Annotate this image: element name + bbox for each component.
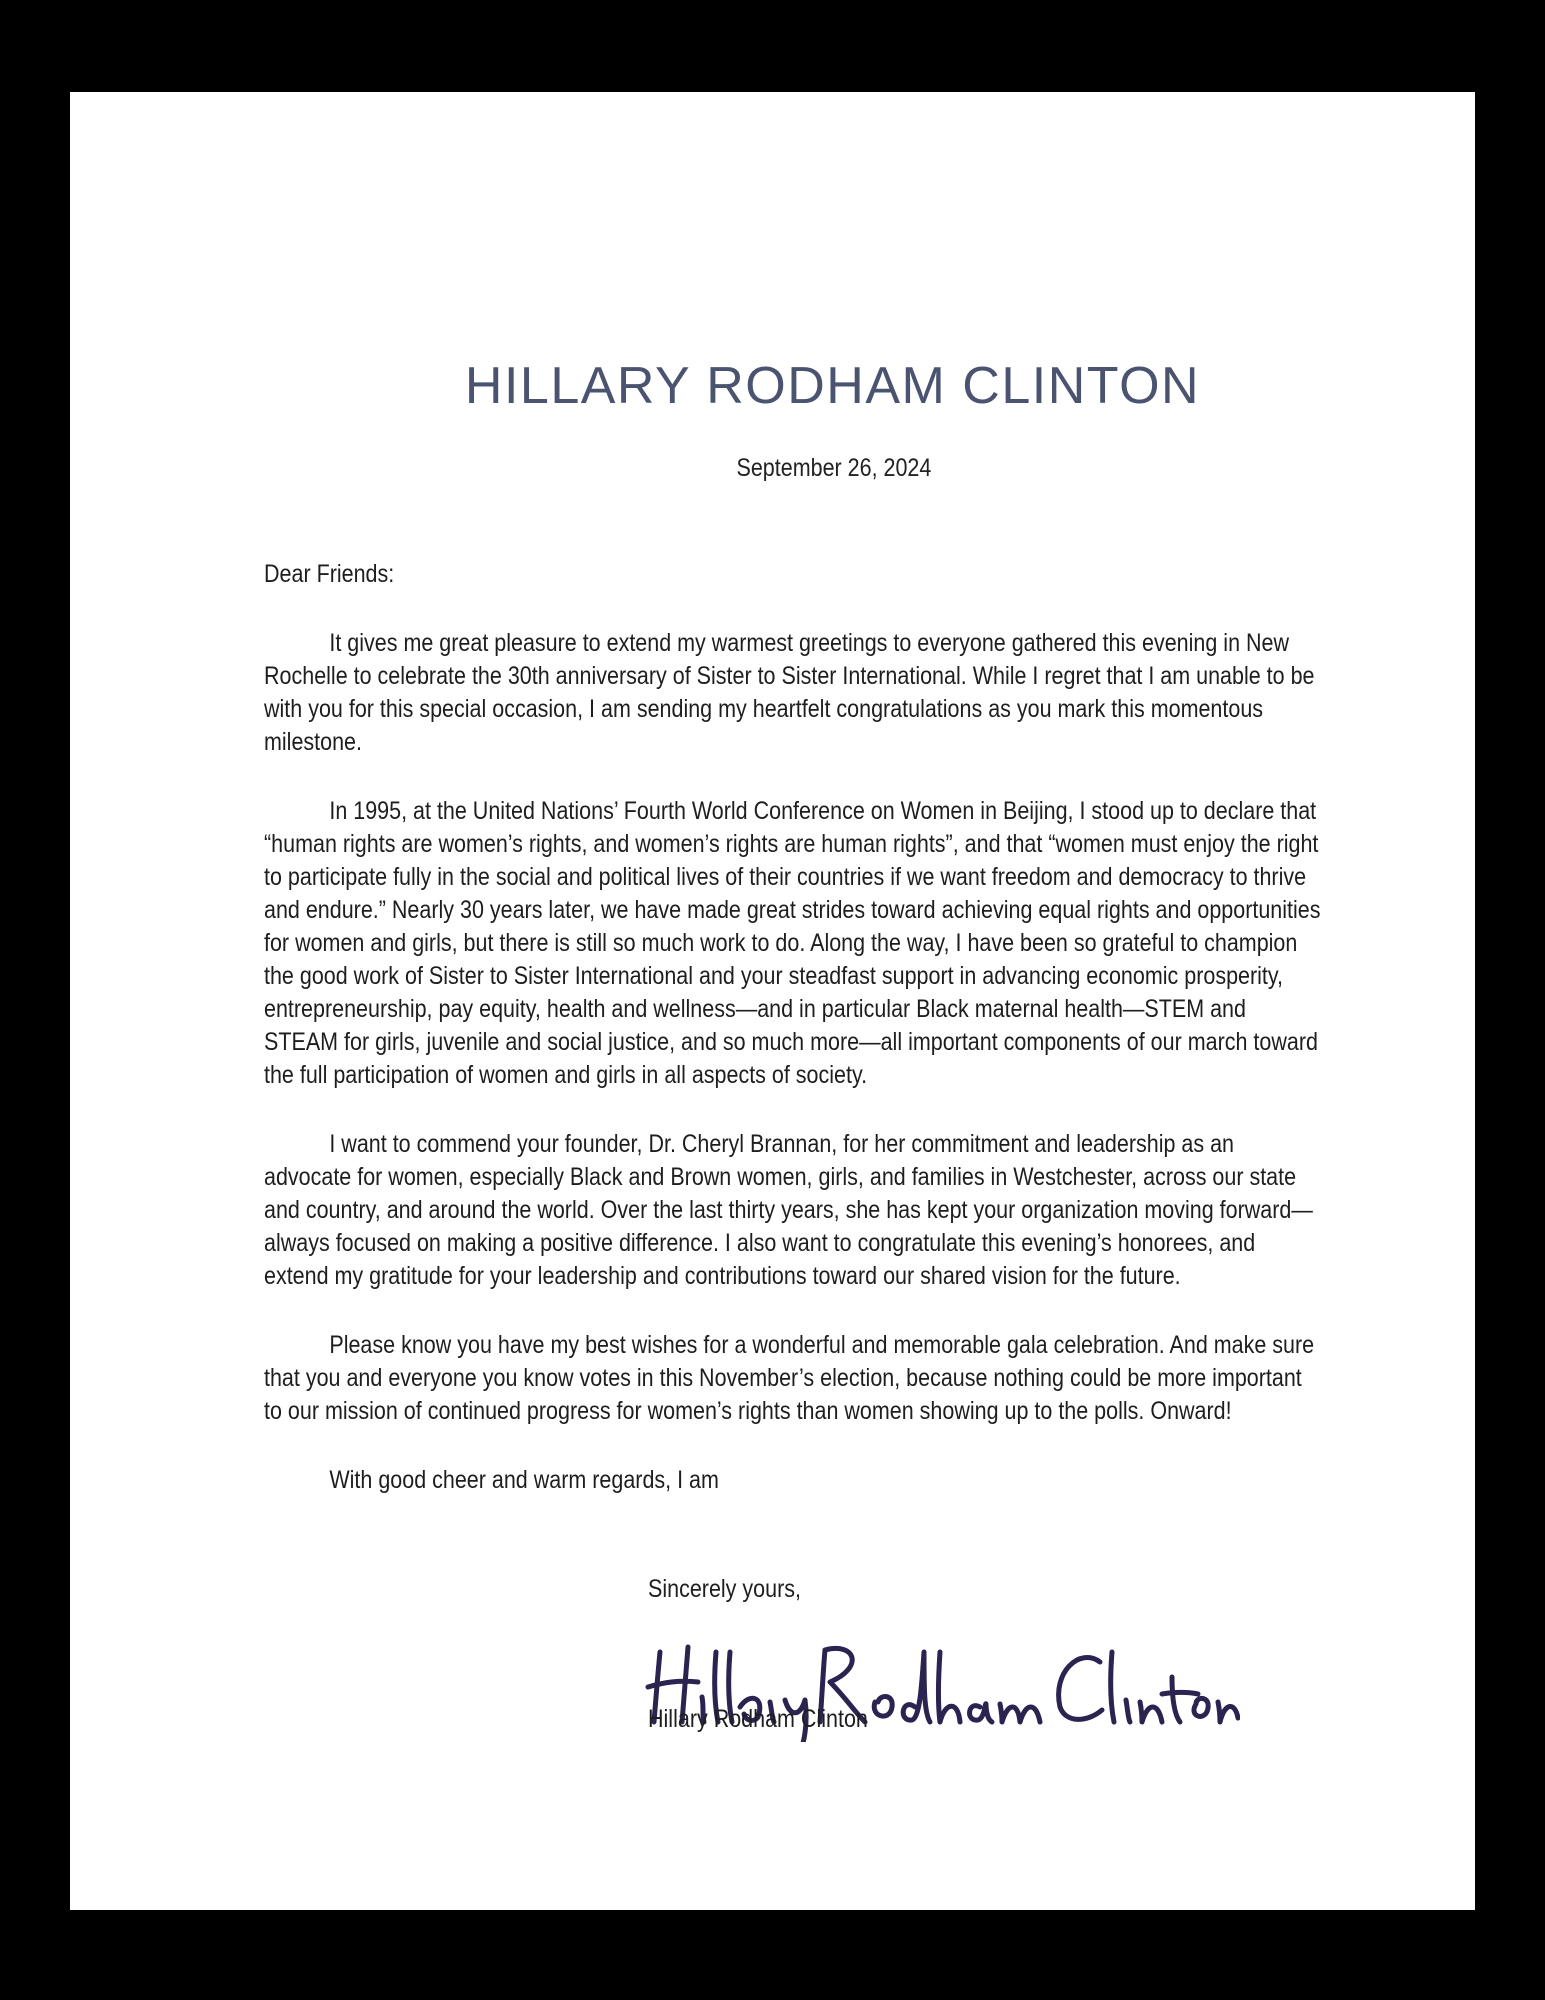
letterhead-name: HILLARY RODHAM CLINTON	[464, 357, 1201, 415]
signoff: Sincerely yours,	[648, 1575, 801, 1603]
paragraph-2: In 1995, at the United Nations’ Fourth World Conference on Women in Beijing, I stood up to declare that “human rights are women’s rights, and women’s rights are human rights”, and that “women must enjoy the right to participate fully in the social and political lives of their countries if we want freedom and democracy to thrive and endure.” Nearly 30 years later, we have made great strides toward achieving equal rights and opportunities for women and girls, but there is still so much work to do. Along the way, I have been so grateful to champion the good work of Sister to Sister International and your steadfast support in advancing economic prosperity, entrepreneurship, pay equity, health and wellness—and in particular Black maternal health—STEM and STEAM for girls, juvenile and social justice, and so much more—all important components of our march toward the full participation of women and girls in all aspects of society.	[264, 797, 1321, 1089]
letter-sheet	[70, 92, 1475, 1910]
letter-body	[264, 558, 1324, 1497]
salutation: Dear Friends:	[264, 560, 395, 588]
closing-line: With good cheer and warm regards, I am	[329, 1466, 719, 1494]
letter-date: September 26, 2024	[736, 454, 932, 482]
printed-name: Hillary Rodham Clinton	[648, 1705, 868, 1733]
paragraph-3: I want to commend your founder, Dr. Cheryl Brannan, for her commitment and leadership as an advocate for women, especially Black and Brown women, girls, and families in Westchester, across our state and country, and around the world. Over the last thirty years, she has kept your organization moving forward—always focused on making a positive difference. I also want to congratulate this evening’s honorees, and extend my gratitude for your leadership and contributions toward our shared vision for the future.	[264, 1130, 1313, 1290]
paragraph-1: It gives me great pleasure to extend my warmest greetings to everyone gathered this evening in New Rochelle to celebrate the 30th anniversary of Sister to Sister International. While I regret that I am unable to be with you for this special occasion, I am sending my heartfelt congratulations as you mark this momentous milestone.	[264, 629, 1315, 756]
paragraph-4: Please know you have my best wishes for a wonderful and memorable gala celebration. And make sure that you and everyone you know votes in this November’s election, because nothing could be more important to our mission of continued progress for women’s rights than women showing up to the polls. Onward!	[264, 1331, 1315, 1425]
